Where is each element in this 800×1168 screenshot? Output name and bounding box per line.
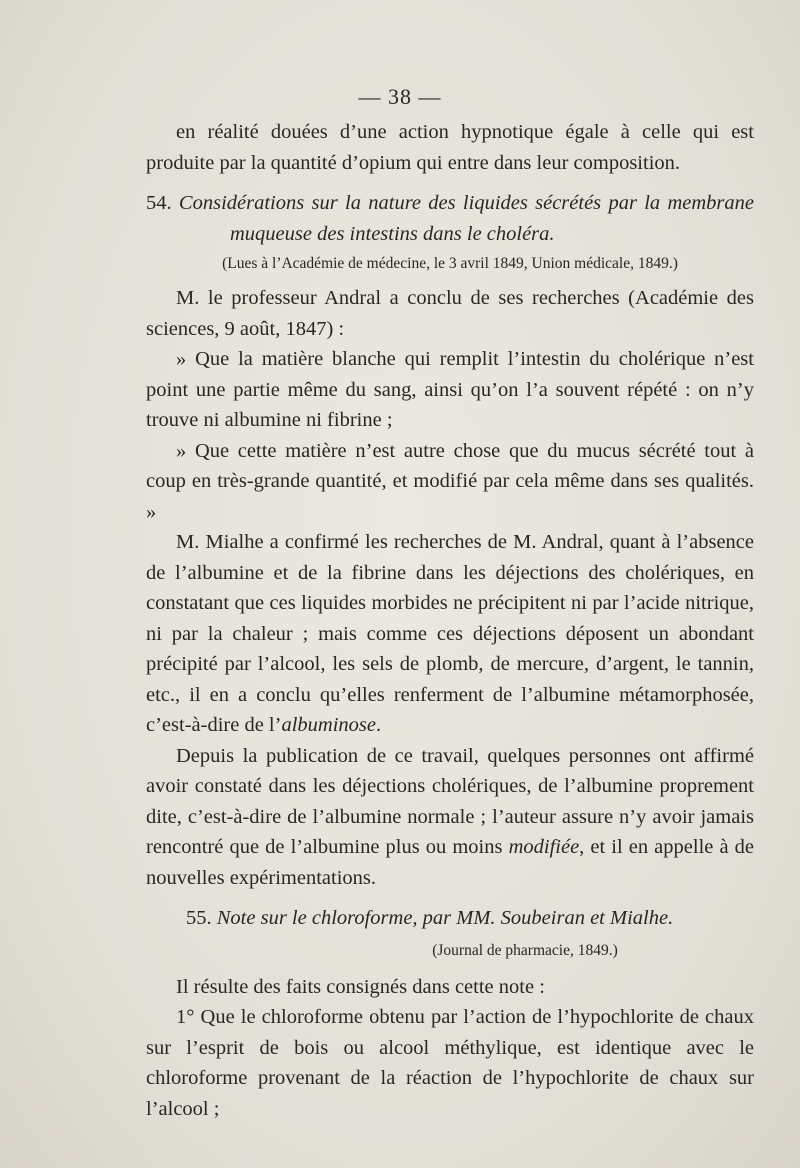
paragraph	[146, 741, 754, 894]
text-run: , et il en appelle à de nouvelles expérimentations.	[146, 836, 755, 889]
paragraph: M. le professeur Andral a conclu de ses recherches (Académie des sciences, 9 août, 1847) :	[146, 287, 754, 340]
paragraph	[146, 527, 754, 741]
body-text	[146, 117, 754, 1124]
page-number: — 38 —	[358, 84, 442, 109]
source-note: (Lues à l’Académie de médecine, le 3 avril 1849, Union médicale, 1849.)	[222, 255, 678, 272]
paragraph: 1° Que le chloroforme obtenu par l’action de l’hypochlorite de chaux sur l’esprit de bois ou alcool méthylique, est identique avec le chloroforme provenant de la réaction de l’hypochlorite de chaux sur l’alcool ;	[146, 1006, 754, 1120]
section-title: Considérations sur la nature des liquides sécrétés par la membrane muqueuse des intestins dans le choléra.	[178, 192, 754, 245]
paragraph: en réalité douées d’une action hypnotique égale à celle qui est produite par la quantité d’opium qui entre dans leur composition.	[146, 121, 754, 174]
section-number: 55.	[186, 907, 212, 929]
paragraph: » Que cette matière n’est autre chose que du mucus sécrété tout à coup en très-grande quantité, et modifié par cela même dans ses qualités. »	[146, 439, 754, 523]
section-heading-55	[146, 903, 754, 934]
source-note: (Journal de pharmacie, 1849.)	[432, 941, 618, 959]
section-heading-54	[146, 188, 754, 249]
emphasis: albuminose	[281, 714, 376, 736]
text-run: Depuis la publication de ce travail, quelques personnes ont affirmé avoir constaté dans les déjections cholériques, de l’albumine proprement dite, c’est-à-dire de l’albumine normale ; l’auteur assure n’y avoir jamais rencontré que de l’albumine plus ou moins	[146, 744, 754, 858]
section-number: 54.	[146, 192, 172, 214]
section-title: Note sur le chloroforme, par MM. Soubeiran et Mialhe.	[216, 907, 674, 929]
text-run: M. Mialhe a confirmé les recherches de M. Andral, quant à l’absence de l’albumine et de la fibrine dans les déjections des cholériques, en constatant que ces liquides morbides ne précipitent ni par l’acide nitrique, ni par la chaleur ; mais comme ces déjections déposent un abondant précipité par l’alcool, les sels de plomb, de mercure, d’argent, le tannin, etc., il en a conclu qu’elles renferment de l’albumine métamorphosée, c’est-à-dire de l’	[146, 531, 754, 736]
paragraph: » Que la matière blanche qui remplit l’intestin du cholérique n’est point une partie même du sang, ainsi qu’on l’a souvent répété : on n’y trouve ni albumine ni fibrine ;	[146, 348, 754, 431]
emphasis: modifiée	[508, 836, 580, 858]
text-run: .	[375, 714, 382, 736]
paragraph: Il résulte des faits consignés dans cette note :	[176, 975, 545, 998]
